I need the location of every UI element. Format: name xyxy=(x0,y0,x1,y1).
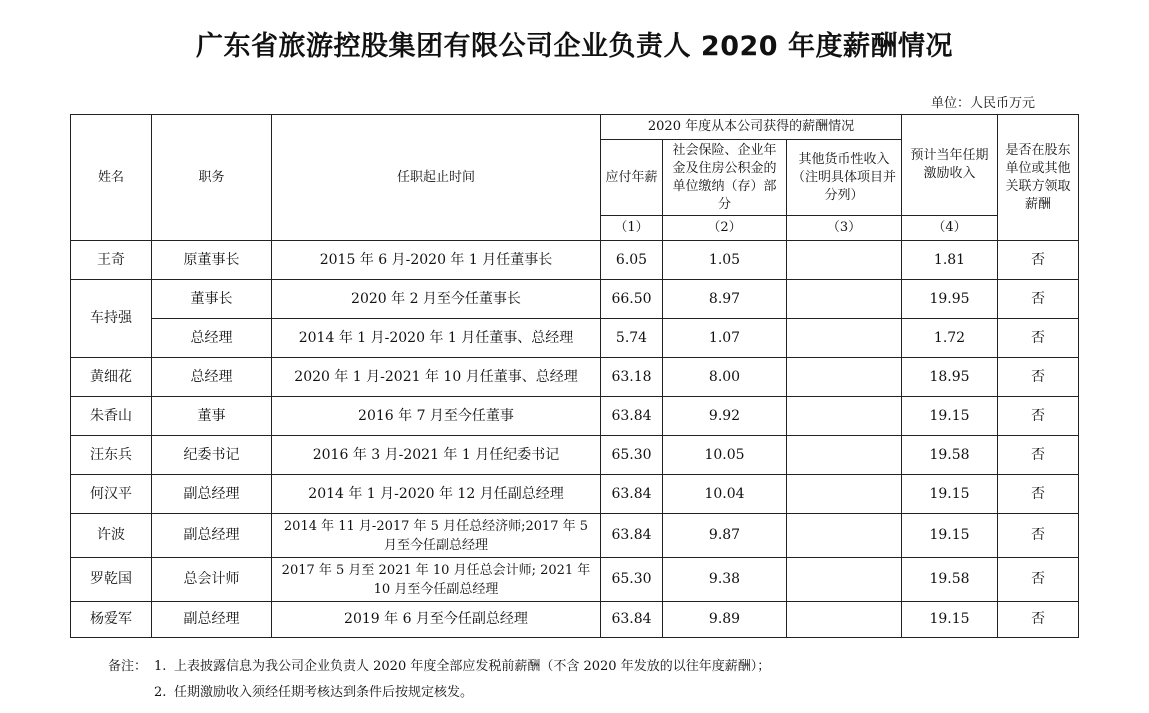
cell-incentive: 19.58 xyxy=(902,558,998,602)
table-row xyxy=(71,475,1079,514)
cell-related: 否 xyxy=(998,319,1079,358)
header-salary: 应付年薪 xyxy=(601,140,663,216)
cell-other xyxy=(787,602,902,638)
cell-tenure: 2014 年 1 月-2020 年 1 月任董事、总经理 xyxy=(272,319,601,358)
note-text: 任期激励收入须经任期考核达到条件后按规定核发。 xyxy=(174,685,474,700)
cell-tenure: 2016 年 3 月-2021 年 1 月任纪委书记 xyxy=(272,436,601,475)
cell-incentive: 19.15 xyxy=(902,514,998,558)
cell-related: 否 xyxy=(998,475,1079,514)
cell-name: 罗乾国 xyxy=(71,558,152,602)
cell-name: 何汉平 xyxy=(71,475,152,514)
cell-related: 否 xyxy=(998,558,1079,602)
header-other: 其他货币性收入（注明具体项目并分列） xyxy=(787,140,902,216)
cell-other xyxy=(787,241,902,280)
cell-insurance: 8.00 xyxy=(663,358,787,397)
header-group: 2020 年度从本公司获得的薪酬情况 xyxy=(601,115,902,140)
cell-position: 副总经理 xyxy=(152,514,272,558)
unit-label: 单位：人民币万元 xyxy=(930,96,1035,111)
cell-incentive: 19.15 xyxy=(902,397,998,436)
cell-other xyxy=(787,558,902,602)
header-position: 职务 xyxy=(152,115,272,241)
note-text: 上表披露信息为我公司企业负责人 2020 年度全部应发税前薪酬（不含 2020 年发放的以往年度薪酬）； xyxy=(174,659,771,674)
cell-other xyxy=(787,280,902,319)
cell-position: 副总经理 xyxy=(152,602,272,638)
note-number: 1. xyxy=(154,659,167,674)
header-related: 是否在股东单位或其他关联方领取薪酬 xyxy=(998,115,1079,241)
cell-related: 否 xyxy=(998,358,1079,397)
cell-position: 总经理 xyxy=(152,319,272,358)
cell-name: 车持强 xyxy=(71,280,152,358)
cell-tenure: 2016 年 7 月至今任董事 xyxy=(272,397,601,436)
table-row xyxy=(71,558,1079,602)
header-insurance: 社会保险、企业年金及住房公积金的单位缴纳（存）部分 xyxy=(663,140,787,216)
cell-related: 否 xyxy=(998,514,1079,558)
cell-related: 否 xyxy=(998,241,1079,280)
cell-salary: 63.84 xyxy=(601,602,663,638)
cell-tenure: 2019 年 6 月至今任副总经理 xyxy=(272,602,601,638)
cell-incentive: 18.95 xyxy=(902,358,998,397)
cell-salary: 63.18 xyxy=(601,358,663,397)
cell-name: 朱香山 xyxy=(71,397,152,436)
table-row xyxy=(71,602,1079,638)
cell-position: 原董事长 xyxy=(152,241,272,280)
cell-tenure: 2020 年 1 月-2021 年 10 月任董事、总经理 xyxy=(272,358,601,397)
table-row xyxy=(71,436,1079,475)
table-row xyxy=(71,280,1079,319)
cell-insurance: 10.04 xyxy=(663,475,787,514)
cell-salary: 6.05 xyxy=(601,241,663,280)
cell-tenure: 2017 年 5 月至 2021 年 10 月任总会计师; 2021 年 10 月至今任副总经理 xyxy=(272,558,601,602)
table-row xyxy=(71,241,1079,280)
cell-salary: 63.84 xyxy=(601,514,663,558)
cell-position: 总经理 xyxy=(152,358,272,397)
cell-salary: 63.84 xyxy=(601,397,663,436)
cell-incentive: 19.15 xyxy=(902,602,998,638)
cell-related: 否 xyxy=(998,436,1079,475)
cell-position: 副总经理 xyxy=(152,475,272,514)
cell-salary: 63.84 xyxy=(601,475,663,514)
cell-related: 否 xyxy=(998,602,1079,638)
cell-tenure: 2020 年 2 月至今任董事长 xyxy=(272,280,601,319)
header-incentive: 预计当年任期激励收入 xyxy=(902,115,998,216)
cell-insurance: 9.89 xyxy=(663,602,787,638)
cell-name: 汪东兵 xyxy=(71,436,152,475)
cell-name: 杨爱军 xyxy=(71,602,152,638)
cell-insurance: 9.92 xyxy=(663,397,787,436)
cell-incentive: 1.72 xyxy=(902,319,998,358)
page-title: 广东省旅游控股集团有限公司企业负责人 2020 年度薪酬情况 xyxy=(196,31,953,62)
cell-other xyxy=(787,514,902,558)
header-num-2: （2） xyxy=(663,216,787,241)
cell-salary: 65.30 xyxy=(601,558,663,602)
notes-label: 备注： xyxy=(108,659,148,674)
table-row xyxy=(71,358,1079,397)
cell-salary: 66.50 xyxy=(601,280,663,319)
header-num-4: （4） xyxy=(902,216,998,241)
cell-related: 否 xyxy=(998,397,1079,436)
cell-other xyxy=(787,397,902,436)
cell-other xyxy=(787,319,902,358)
table-row xyxy=(71,319,1079,358)
cell-incentive: 19.58 xyxy=(902,436,998,475)
cell-related: 否 xyxy=(998,280,1079,319)
cell-salary: 65.30 xyxy=(601,436,663,475)
cell-other xyxy=(787,436,902,475)
cell-insurance: 9.87 xyxy=(663,514,787,558)
notes xyxy=(108,654,770,706)
cell-insurance: 1.05 xyxy=(663,241,787,280)
cell-name: 王奇 xyxy=(71,241,152,280)
cell-incentive: 1.81 xyxy=(902,241,998,280)
cell-incentive: 19.95 xyxy=(902,280,998,319)
table-row xyxy=(71,397,1079,436)
cell-tenure: 2014 年 1 月-2020 年 12 月任副总经理 xyxy=(272,475,601,514)
cell-insurance: 1.07 xyxy=(663,319,787,358)
cell-position: 董事长 xyxy=(152,280,272,319)
cell-insurance: 8.97 xyxy=(663,280,787,319)
cell-insurance: 9.38 xyxy=(663,558,787,602)
note-number: 2. xyxy=(154,685,167,700)
cell-tenure: 2015 年 6 月-2020 年 1 月任董事长 xyxy=(272,241,601,280)
header-tenure: 任职起止时间 xyxy=(272,115,601,241)
cell-other xyxy=(787,475,902,514)
cell-name: 黄细花 xyxy=(71,358,152,397)
cell-incentive: 19.15 xyxy=(902,475,998,514)
header-name: 姓名 xyxy=(71,115,152,241)
cell-position: 纪委书记 xyxy=(152,436,272,475)
header-num-1: （1） xyxy=(601,216,663,241)
cell-tenure: 2014 年 11 月-2017 年 5 月任总经济师;2017 年 5 月至今任副总经理 xyxy=(272,514,601,558)
cell-position: 总会计师 xyxy=(152,558,272,602)
header-num-3: （3） xyxy=(787,216,902,241)
cell-position: 董事 xyxy=(152,397,272,436)
cell-insurance: 10.05 xyxy=(663,436,787,475)
cell-name: 许波 xyxy=(71,514,152,558)
cell-salary: 5.74 xyxy=(601,319,663,358)
salary-table xyxy=(70,114,1079,638)
cell-other xyxy=(787,358,902,397)
table-row xyxy=(71,514,1079,558)
